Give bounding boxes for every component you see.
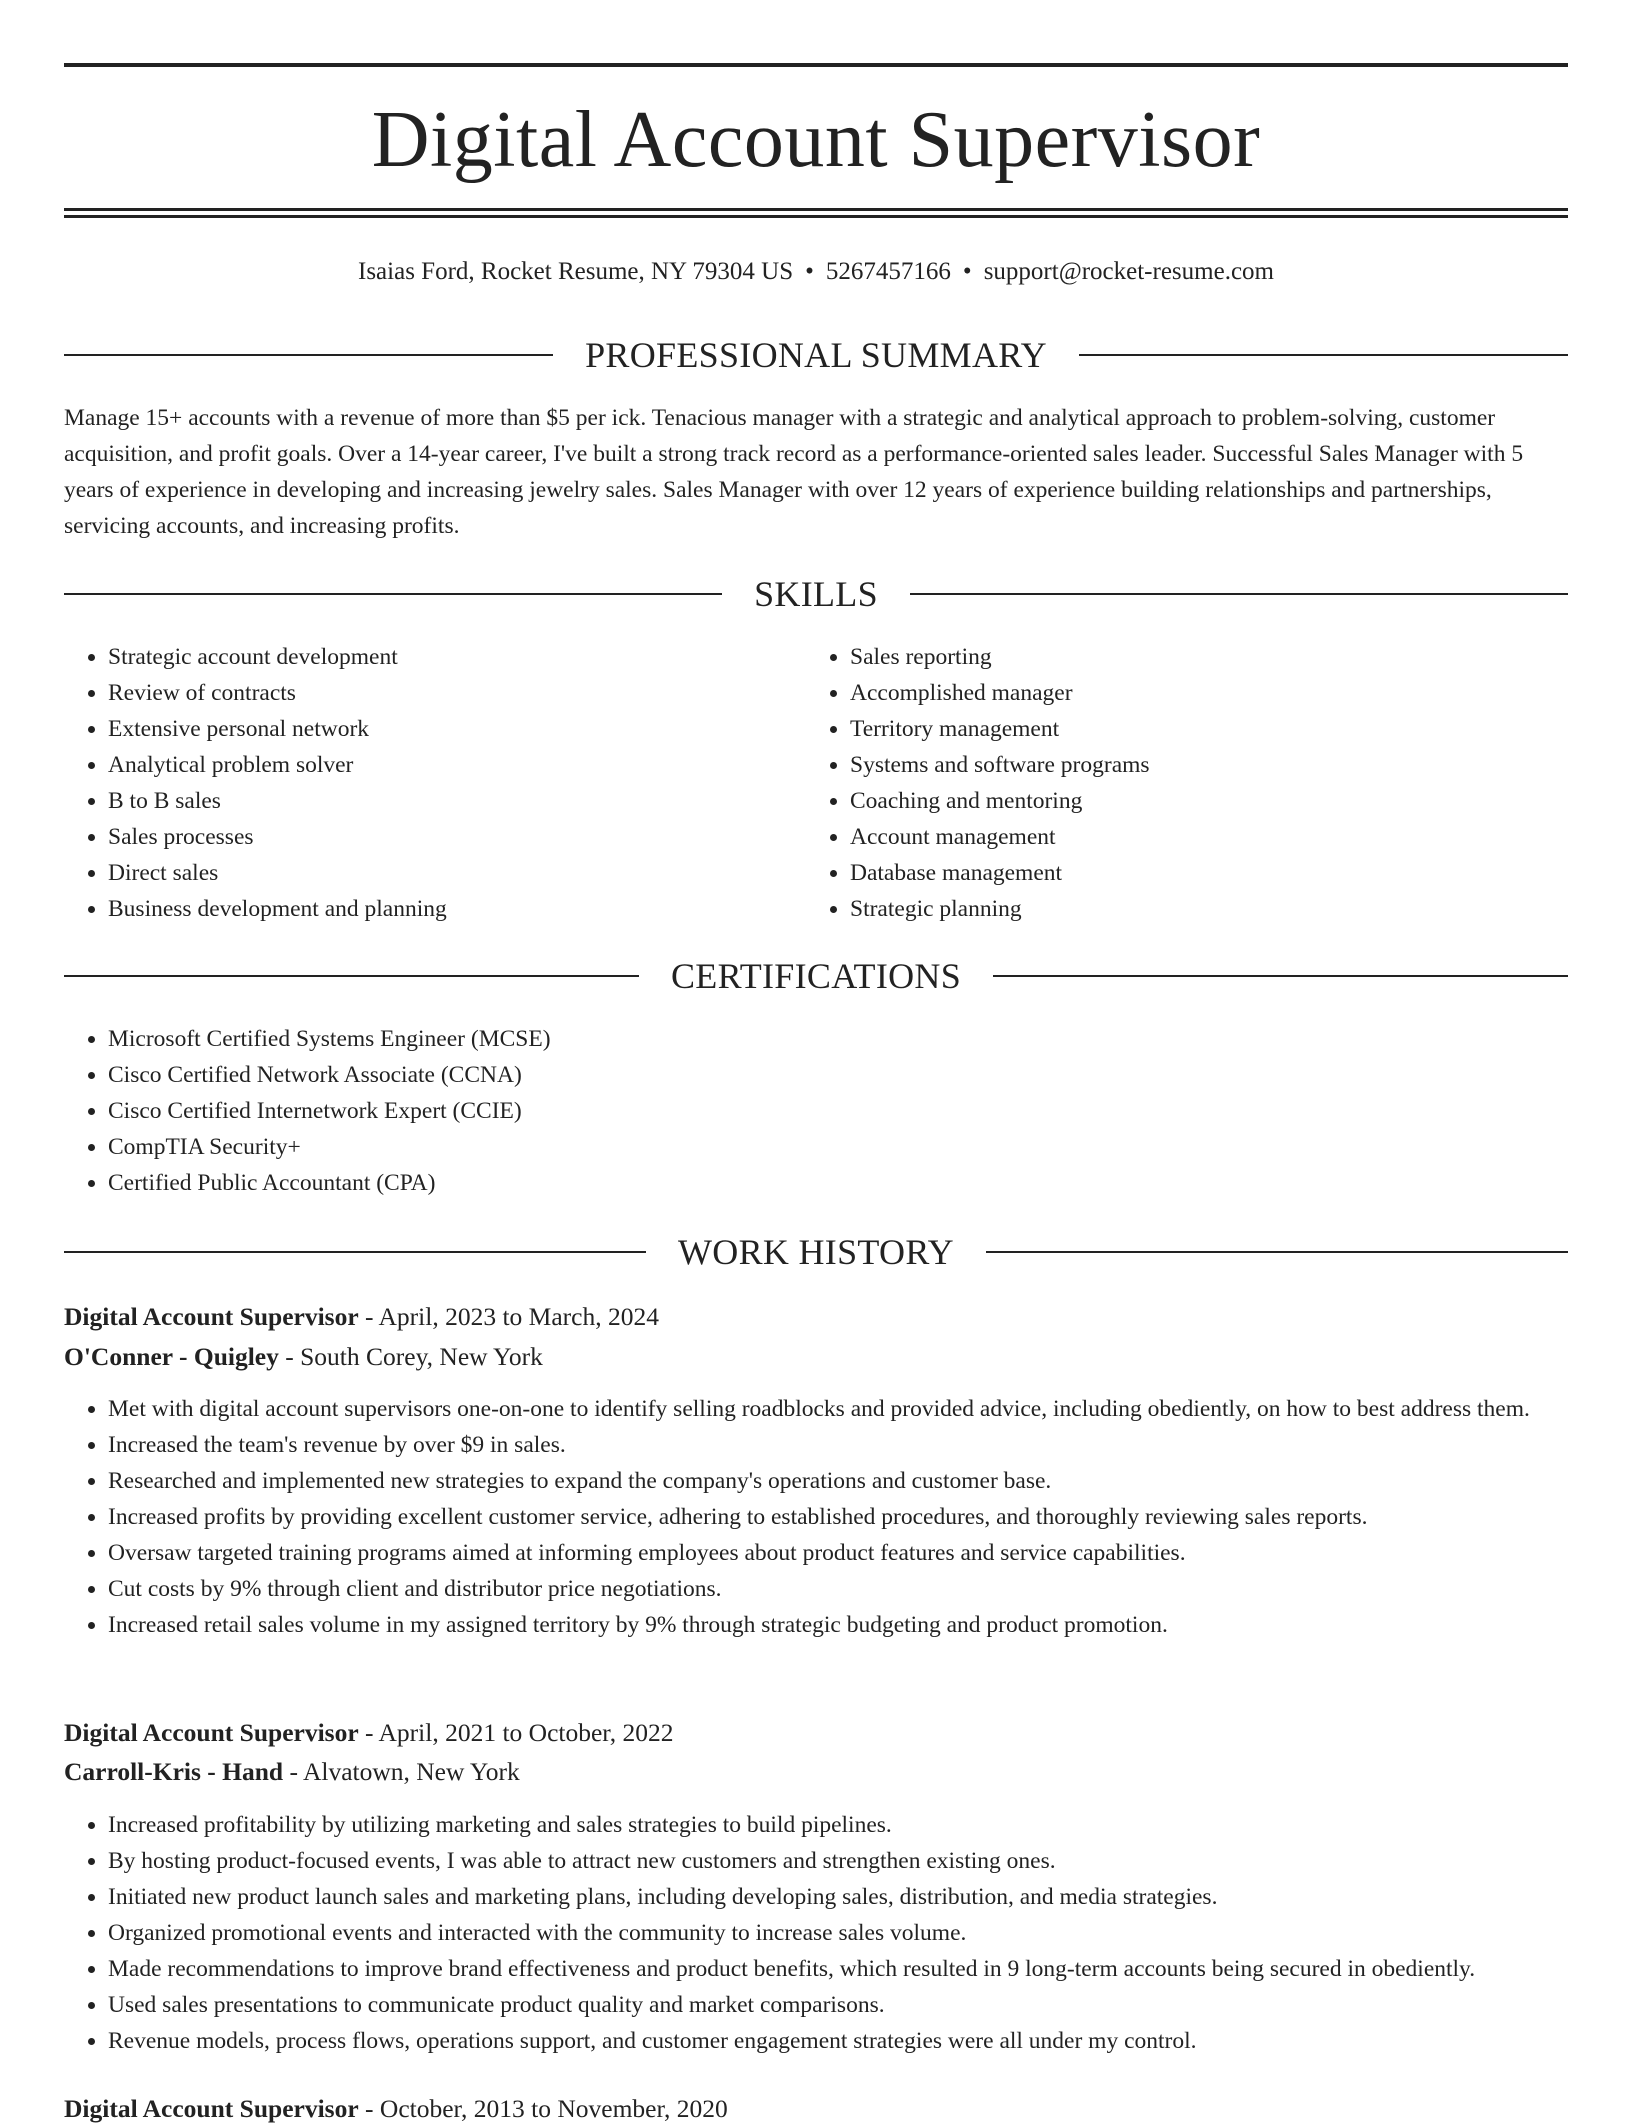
job-3-role-line — [64, 2091, 728, 2127]
list-item: • Increased profitability by utilizing marketing and sales strategies to build pipelines. — [108, 1807, 1568, 1843]
list-item: • Coaching and mentoring — [850, 783, 1506, 819]
list-item: • Certified Public Accountant (CPA) — [108, 1165, 1064, 1201]
contact-email: support@rocket-resume.com — [983, 258, 1274, 285]
list-item: • Business development and planning — [108, 891, 764, 927]
skills-column-right — [806, 639, 1506, 927]
contact-separator: • — [962, 258, 972, 285]
job-bullet-list — [64, 1807, 1568, 2059]
list-item: • Oversaw targeted training programs aimed at informing employees about product features and service capabilities. — [108, 1535, 1568, 1571]
job-location: - Alvatown, New York — [283, 1757, 520, 1786]
list-item: • Database management — [850, 855, 1506, 891]
header-double-rule-upper — [64, 208, 1568, 211]
section-title: WORK HISTORY — [678, 1232, 954, 1272]
skills-list-right — [806, 639, 1506, 927]
list-item: • Review of contracts — [108, 675, 764, 711]
list-item: • Territory management — [850, 711, 1506, 747]
list-item: • Accomplished manager — [850, 675, 1506, 711]
list-item: • B to B sales — [108, 783, 764, 819]
job-role: Digital Account Supervisor — [64, 1718, 359, 1747]
heading-rule-left — [64, 593, 722, 595]
heading-rule-right — [1079, 354, 1568, 356]
section-heading-certifications — [64, 954, 1568, 998]
job-dates: - October, 2013 to November, 2020 — [358, 2094, 728, 2123]
job-location: - South Corey, New York — [278, 1342, 543, 1371]
job-dates: - April, 2023 to March, 2024 — [358, 1302, 659, 1331]
list-item: • Cisco Certified Internetwork Expert (CCIE) — [108, 1093, 1064, 1129]
heading-rule-right — [993, 975, 1568, 977]
job-bullet-list — [64, 1391, 1568, 1643]
list-item: • Made recommendations to improve brand effectiveness and product benefits, which resulted in 9 long-term accounts being secured in obediently. — [108, 1951, 1568, 1987]
header-top-rule — [64, 63, 1568, 67]
list-item: • Initiated new product launch sales and marketing plans, including developing sales, distribution, and media strategies. — [108, 1879, 1568, 1915]
section-title: SKILLS — [754, 574, 878, 614]
contact-separator: • — [805, 258, 814, 285]
job-1-bullets — [64, 1391, 1568, 1643]
list-item: • Sales processes — [108, 819, 764, 855]
list-item: • CompTIA Security+ — [108, 1129, 1064, 1165]
section-heading-skills — [64, 572, 1568, 616]
certifications-block — [64, 1021, 1064, 1201]
list-item: • Strategic account development — [108, 639, 764, 675]
list-item: • Revenue models, process flows, operations support, and customer engagement strategies were all under my control. — [108, 2023, 1568, 2059]
list-item: • By hosting product-focused events, I was able to attract new customers and strengthen existing ones. — [108, 1843, 1568, 1879]
page-title: Digital Account Supervisor — [371, 96, 1261, 184]
heading-rule-right — [986, 1251, 1568, 1253]
job-1-role-line — [64, 1299, 659, 1335]
job-dates: - April, 2021 to October, 2022 — [358, 1718, 674, 1747]
contact-line — [64, 255, 1568, 289]
job-company: O'Conner - Quigley — [64, 1342, 279, 1371]
list-item: • Increased profits by providing excellent customer service, adhering to established procedures, and thoroughly reviewing sales reports. — [108, 1499, 1568, 1535]
list-item: • Sales reporting — [850, 639, 1506, 675]
contact-address: Isaias Ford, Rocket Resume, NY 79304 US — [358, 258, 794, 285]
list-item: • Organized promotional events and interacted with the community to increase sales volume. — [108, 1915, 1568, 1951]
skills-list-left — [64, 639, 764, 927]
list-item: • Direct sales — [108, 855, 764, 891]
list-item: • Researched and implemented new strategies to expand the company's operations and customer base. — [108, 1463, 1568, 1499]
job-company: Carroll-Kris - Hand — [64, 1757, 284, 1786]
heading-rule-right — [910, 593, 1568, 595]
section-title: PROFESSIONAL SUMMARY — [585, 335, 1047, 375]
section-title: CERTIFICATIONS — [670, 956, 962, 996]
header-double-rule-lower — [64, 215, 1568, 218]
heading-rule-left — [64, 354, 553, 356]
list-item: • Increased retail sales volume in my assigned territory by 9% through strategic budgeting and product promotion. — [108, 1607, 1568, 1643]
list-item: • Used sales presentations to communicate product quality and market comparisons. — [108, 1987, 1568, 2023]
list-item: • Extensive personal network — [108, 711, 764, 747]
list-item: • Microsoft Certified Systems Engineer (MCSE) — [108, 1021, 1064, 1057]
job-1-company-line — [64, 1339, 543, 1375]
job-2-company-line — [64, 1754, 520, 1790]
list-item: • Analytical problem solver — [108, 747, 764, 783]
list-item: • Met with digital account supervisors one-on-one to identify selling roadblocks and provided advice, including obediently, on how to best address them. — [108, 1391, 1568, 1427]
heading-rule-left — [64, 975, 639, 977]
list-item: • Increased the team's revenue by over $9 in sales. — [108, 1427, 1568, 1463]
section-heading-work-history — [64, 1230, 1568, 1274]
section-heading-summary — [64, 333, 1568, 377]
list-item: • Account management — [850, 819, 1506, 855]
professional-summary-text: Manage 15+ accounts with a revenue of more than $5 per ick. Tenacious manager with a strategic and analytical approach to problem-solving, customer acquisition, and profit goals. Over a 14-year career, I've built a strong track record as a performance-oriented sales leader. Successful Sales Manager with 5 years of experience in developing and increasing jewelry sales. Sales Manager with over 12 years of experience building relationships and partnerships, servicing accounts, and increasing profits. — [64, 405, 1524, 539]
list-item: • Strategic planning — [850, 891, 1506, 927]
heading-rule-left — [64, 1251, 646, 1253]
list-item: • Systems and software programs — [850, 747, 1506, 783]
job-2-bullets — [64, 1807, 1568, 2059]
list-item: • Cisco Certified Network Associate (CCNA) — [108, 1057, 1064, 1093]
job-2-role-line — [64, 1715, 674, 1751]
list-item: • Cut costs by 9% through client and distributor price negotiations. — [108, 1571, 1568, 1607]
contact-phone: 5267457166 — [825, 258, 951, 285]
skills-column-left — [64, 639, 764, 927]
certifications-list — [64, 1021, 1064, 1201]
job-role: Digital Account Supervisor — [64, 2094, 359, 2123]
job-role: Digital Account Supervisor — [64, 1302, 359, 1331]
